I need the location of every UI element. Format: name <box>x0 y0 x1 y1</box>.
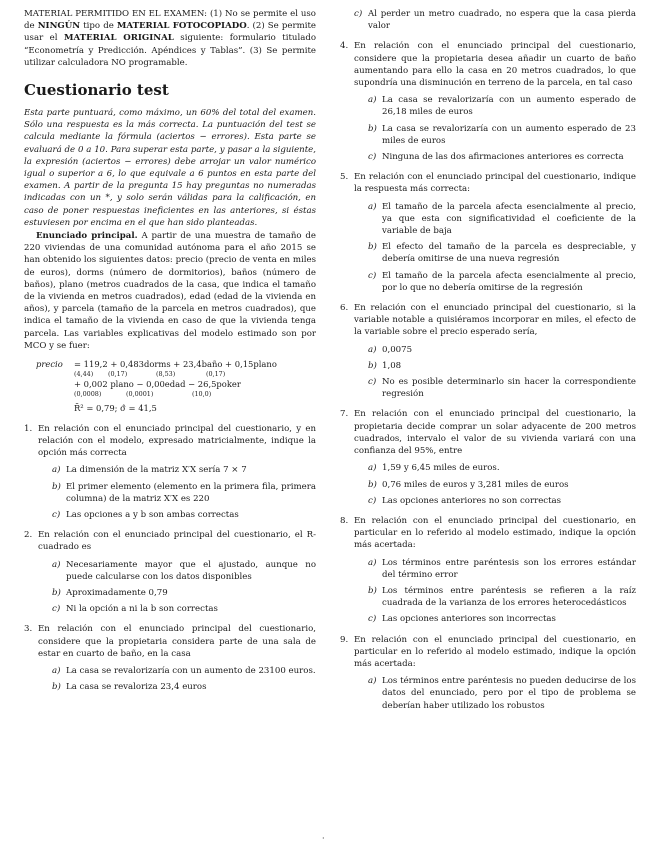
option-letter: b) <box>368 360 377 371</box>
question-number: 3. <box>24 624 33 635</box>
question-list-left <box>24 423 316 694</box>
question-text: En relación con el enunciado principal del cuestionario, indique la respuesta más correcta: <box>354 172 636 195</box>
header-text-3: . (2) Se permite usar el <box>24 21 316 44</box>
option-letter: a) <box>368 557 377 568</box>
option-list <box>354 94 636 163</box>
option-text: El tamaño de la parcela afecta esencialmente al precio, ya que esta con significatividad el coeficiente de la variable de baja <box>382 201 636 237</box>
equation-terms-2: + 0,002 plano − 0,00edad − 26,5poker <box>74 379 241 390</box>
question-3 <box>24 623 316 693</box>
option-letter: c) <box>368 495 377 506</box>
option-list <box>354 344 636 401</box>
option-b[interactable] <box>38 481 316 505</box>
question-6 <box>340 302 636 400</box>
option-c[interactable] <box>354 270 636 294</box>
option-text: Las opciones anteriores son incorrectas <box>382 614 556 625</box>
question-text: En relación con el enunciado principal del cuestionario, la propietaria decide comprar un solar adyacente de 200 metros cuadrados, intervalo el valor de su vivienda variará con una confianza del 95%, entre <box>354 409 636 457</box>
option-text: Los términos entre paréntesis se refieren a la raíz cuadrada de la varianza de los errores heterocedásticos <box>382 585 636 609</box>
option-letter: c) <box>368 152 377 163</box>
question-number: 6. <box>340 303 349 314</box>
option-b[interactable] <box>354 241 636 265</box>
option-text: La dimensión de la matriz X′X sería 7 × 7 <box>66 465 247 476</box>
option-a[interactable] <box>38 665 316 677</box>
question-text: En relación con el enunciado principal del cuestionario, considere que la propietaria considera parte de una sala de estar en cuarto de baño, en la casa <box>38 624 316 659</box>
question-text: En relación con el enunciado principal del cuestionario, en particular en lo referido al modelo estimado, indique la opción más acertada: <box>354 634 636 669</box>
se-1-0: (4,44) <box>74 370 94 379</box>
se-1-1: (0,17) <box>108 370 128 379</box>
option-c[interactable] <box>38 603 316 615</box>
option-text: 0,0075 <box>382 344 413 355</box>
option-letter: b) <box>52 481 61 492</box>
question-text: En relación con el enunciado principal del cuestionario, considere que la propietaria desea añadir un cuarto de baño aumentando para ello la casa en 20 metros cuadrados, lo que supondría una disminución en terreno de la parcela, en tal caso <box>354 41 636 89</box>
option-b[interactable] <box>354 360 636 372</box>
option-text: 0,76 miles de euros y 3,281 miles de euros <box>382 479 569 490</box>
option-a[interactable] <box>354 462 636 474</box>
option-b[interactable] <box>354 585 636 609</box>
question-number: 1. <box>24 423 33 434</box>
option-c[interactable] <box>354 151 636 163</box>
option-a[interactable] <box>38 559 316 583</box>
option-text: Los términos entre paréntesis son los errores estándar del término error <box>382 557 636 580</box>
header-bold-3: MATERIAL ORIGINAL <box>63 33 174 44</box>
question-5 <box>340 171 636 294</box>
option-a[interactable] <box>38 464 316 476</box>
option-b[interactable] <box>38 587 316 599</box>
question-text: En relación con el enunciado principal del cuestionario, en particular en lo referido al modelo estimado, indique la opción más acertada: <box>354 515 636 551</box>
left-column <box>24 8 316 701</box>
option-text: Necesariamente mayor que el ajustado, aunque no puede calcularse con los datos disponibles <box>66 559 316 582</box>
equation-terms-1: = 119,2 + 0,483dorms + 23,4baño + 0,15plano <box>74 359 277 370</box>
option-letter: c) <box>368 614 377 625</box>
question-2 <box>24 529 316 615</box>
option-list <box>354 201 636 294</box>
question-text: En relación con el enunciado principal del cuestionario, si la variable notable a quisiéramos incorporar en miles, el efecto de la variable sobre el precio esperado sería, <box>354 303 636 338</box>
header-bold-2: MATERIAL FOTOCOPIADO <box>116 21 247 32</box>
option-letter: c) <box>354 9 363 19</box>
se-1-2: (8,53) <box>156 370 176 379</box>
section-title: Cuestionario test <box>24 81 169 100</box>
option-letter: a) <box>368 201 377 212</box>
option-letter: a) <box>52 665 61 676</box>
option-letter: a) <box>368 676 377 687</box>
option-c[interactable] <box>354 613 636 625</box>
question-9 <box>340 634 636 712</box>
option-letter: b) <box>52 587 61 598</box>
main-statement <box>24 230 316 352</box>
option-text: 1,59 y 6,45 miles de euros. <box>382 463 500 474</box>
option-text: La casa se revalorizaría con un aumento esperado de 23 miles de euros <box>382 123 636 146</box>
option-text: La casa se revalorizaría con un aumento de 23100 euros. <box>66 665 316 676</box>
right-column <box>340 8 636 720</box>
option-text: La casa se revaloriza 23,4 euros <box>66 682 207 693</box>
option-text: El tamaño de la parcela afecta esencialmente al precio, por lo que no debería omitirse de la regresión <box>382 270 636 293</box>
question-number: 2. <box>24 530 33 541</box>
option-list <box>38 559 316 616</box>
equation-se-2 <box>74 390 316 398</box>
option-c[interactable] <box>354 376 636 400</box>
equation-line-2 <box>36 378 316 390</box>
question-8 <box>340 515 636 626</box>
header-text-2: tipo de <box>80 21 117 32</box>
option-letter: a) <box>368 463 377 474</box>
option-letter: a) <box>368 344 377 355</box>
header-text-1: MATERIAL PERMITIDO EN EL EXAMEN: (1) No se permite el uso de <box>24 9 316 32</box>
option-text: Ninguna de las dos afirmaciones anteriores es correcta <box>382 152 624 163</box>
option-letter: a) <box>52 465 61 476</box>
option-text: Ni la opción a ni la b son correctas <box>66 604 218 615</box>
option-list <box>38 464 316 521</box>
option-letter: b) <box>368 585 377 596</box>
option-text: Los términos entre paréntesis no pueden deducirse de los datos del enunciado, pero por el tipo de problema se deberían haber utilizado los robustos <box>382 676 636 711</box>
equation-se-1 <box>74 370 316 378</box>
test-instructions: Esta parte puntuará, como máximo, un 60% del total del examen. Sólo una respuesta es la más correcta. La puntuación del test se calcula mediante la fórmula (aciertos − errores). Esta parte se evaluará de 0 a 10. Para superar esta parte, y pasar a la siguiente, la expresión (aciertos − errores) debe arrojar un valor numérico igual o superior a 6, lo que equivale a 6 puntos en esta parte del examen. A partir de la pregunta 15 hay preguntas no numeradas indicadas con un *, y solo serán válidas para la calificación, en caso de poner respuestas ineficientes en las anteriores, si éstas estuviesen por encima en el que han sido planteadas. <box>24 108 316 228</box>
option-a[interactable] <box>354 94 636 118</box>
se-2-2: (10,0) <box>192 390 212 399</box>
option-letter: a) <box>52 559 61 570</box>
option-text: La casa se revalorizaría con un aumento esperado de 26,18 miles de euros <box>382 95 636 118</box>
question-text: En relación con el enunciado principal del cuestionario, y en relación con el modelo, expresado matricialmente, indique la opción más correcta <box>38 423 316 459</box>
main-statement-text: A partir de una muestra de tamaño de 220 viviendas de una comunidad autónoma para el año 2015 se han obtenido los siguientes datos: precio (precio de venta en miles de euros), dorms (número de dormitorios), baños (número de baños), plano (metros cuadrados de la casa, que indica el tamaño de la vivienda en metros cuadrados), edad (edad de la vivienda en años), y parcela (tamaño de la parcela en metros cuadrados), que indica el tamaño de la vivienda en caso de que la vivienda tenga parcela. Las variables explicativas del modelo estimado son por MCO y se fuer: <box>24 231 316 351</box>
option-list <box>38 665 316 693</box>
option-letter: a) <box>368 95 377 106</box>
question-4 <box>340 40 636 163</box>
question-1 <box>24 423 316 521</box>
option-letter: c) <box>368 377 377 388</box>
main-statement-lead: Enunciado principal. <box>36 231 138 242</box>
option-text: El efecto del tamaño de la parcela es despreciable, y debería omitirse de una nueva regresión <box>382 242 636 265</box>
option-b[interactable] <box>38 681 316 693</box>
option-letter: c) <box>368 270 377 281</box>
option-b[interactable] <box>354 479 636 491</box>
question-text: En relación con el enunciado principal del cuestionario, el R-cuadrado es <box>38 530 316 553</box>
option-b[interactable] <box>354 123 636 147</box>
question-list-right <box>340 40 636 711</box>
option-text: No es posible determinarlo sin hacer la correspondiente regresión <box>382 377 636 400</box>
question-7 <box>340 408 636 506</box>
se-1-3: (0,17) <box>206 370 226 379</box>
option-text: 1,08 <box>382 360 402 371</box>
option-text: El primer elemento (elemento en la primera fila, primera columna) de la matriz X′X es 220 <box>66 481 316 504</box>
page-number: · <box>322 834 325 843</box>
question-number: 4. <box>340 41 349 52</box>
option-text: Las opciones a y b son ambas correctas <box>66 509 239 520</box>
materials-header <box>24 8 316 69</box>
option-a[interactable] <box>354 557 636 581</box>
option-list <box>354 557 636 626</box>
option-a[interactable] <box>354 201 636 238</box>
option-a[interactable] <box>354 344 636 356</box>
equation-lhs: precio <box>36 359 63 370</box>
option-letter: b) <box>368 123 377 134</box>
header-bold-1: NINGÚN <box>37 21 81 32</box>
se-2-0: (0,0008) <box>74 390 102 399</box>
question-number: 9. <box>340 634 349 645</box>
option-list <box>354 675 636 712</box>
equation-stats: R̄² = 0,79; σ̂ = 41,5 <box>74 403 157 414</box>
option-text: Aproximadamente 0,79 <box>66 587 168 598</box>
option-letter: b) <box>368 242 377 253</box>
option-c[interactable] <box>38 509 316 521</box>
question-3-continued <box>340 8 636 32</box>
option-text: Al perder un metro cuadrado, no espera que la casa pierda valor <box>368 9 636 32</box>
question-number: 8. <box>340 515 349 526</box>
option-letter: b) <box>368 479 377 490</box>
question-number: 7. <box>340 409 349 420</box>
option-text: Las opciones anteriores no son correctas <box>382 495 562 506</box>
option-c[interactable] <box>354 495 636 507</box>
se-2-1: (0,0001) <box>126 390 154 399</box>
regression-equation <box>36 358 316 415</box>
question-number: 5. <box>340 172 349 183</box>
option-letter: c) <box>52 509 61 520</box>
equation-line-1 <box>36 358 316 370</box>
option-list <box>354 462 636 507</box>
option-c[interactable] <box>340 8 636 32</box>
option-letter: c) <box>52 604 61 615</box>
header-text-4: siguiente: formulario titulado “Econometría y Predicción. Apéndices y Tablas”. (3) Se permite utilizar calculadora NO programable. <box>24 33 317 68</box>
option-a[interactable] <box>354 675 636 712</box>
option-letter: b) <box>52 682 61 693</box>
